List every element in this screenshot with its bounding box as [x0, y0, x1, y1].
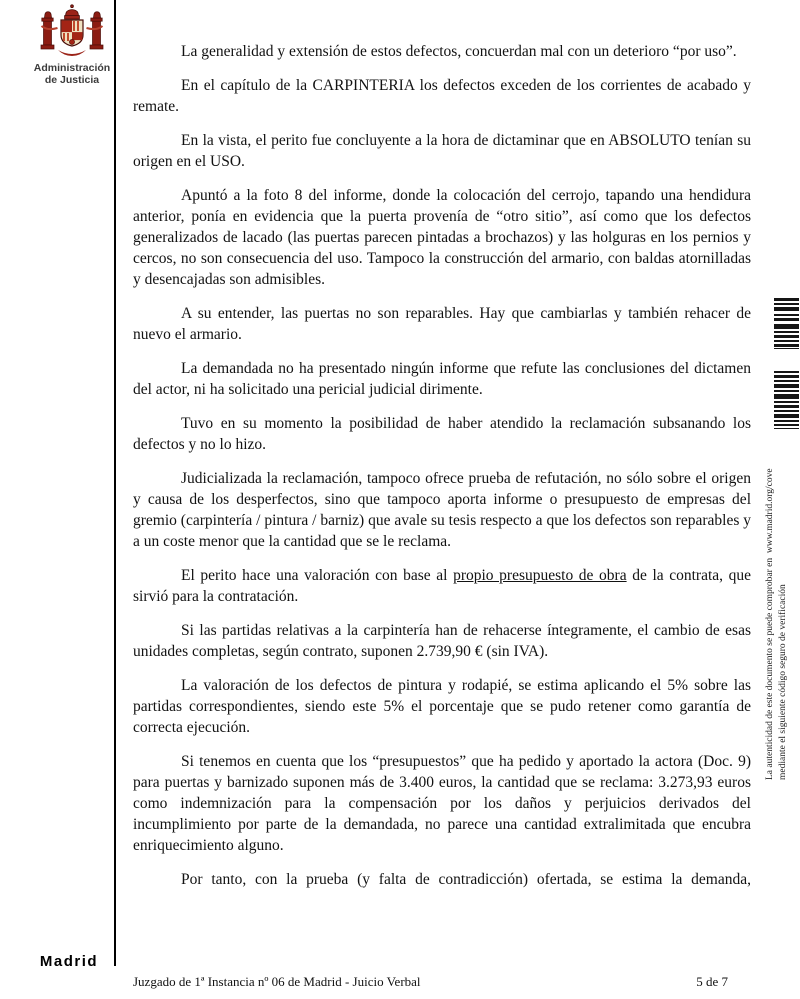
verification-line2: mediante el siguiente código seguro de verificación — [778, 584, 788, 780]
org-label-line1: Administración — [33, 62, 111, 74]
paragraph-11: La valoración de los defectos de pintura y rodapié, se estima aplicando el 5% sobre las partidas correspondientes, siendo este 5% el porcentaje que se pudo retener como garantía de correcta ejecución. — [133, 677, 751, 736]
paragraph-10: Si las partidas relativas a la carpintería han de rehacerse íntegramente, el cambio de esas unidades completas, según contrato, suponen 2.739,90 € (sin IVA). — [133, 622, 751, 660]
paragraph-2: En el capítulo de la CARPINTERIA los defectos exceden de los corrientes de acabado y remate. — [133, 77, 751, 115]
paragraph-9-post: de la contrata, que sirvió para la contratación. — [133, 567, 752, 605]
paragraph-6: La demandada no ha presentado ningún informe que refute las conclusiones del dictamen del actor, ni ha solicitado una pericial judicial dirimente. — [133, 360, 751, 398]
vertical-divider-line — [114, 0, 116, 966]
footer-page-number: 5 de 7 — [696, 974, 728, 989]
paragraph-12: Si tenemos en cuenta que los “presupuestos” que ha pedido y aportado la actora (Doc. 9) para puertas y barnizado suponen más de 3.400 euros, la cantidad que se reclama: 3.273,93 euros como indemnización para la compensación por los daños y perjuicios derivados del incumplimiento por parte de la demandada, no parece una cantidad extralimitada que encubra enriquecimiento alguno. — [133, 753, 751, 854]
document-body — [133, 41, 751, 903]
footer-court-name: Juzgado de 1ª Instancia nº 06 de Madrid - Juicio Verbal — [133, 974, 421, 989]
org-label-line2: de Justicia — [44, 74, 100, 86]
justice-administration-logo — [16, 4, 128, 86]
paragraph-7: Tuvo en su momento la posibilidad de haber atendido la reclamación subsanando los defectos y no lo hizo. — [133, 415, 751, 453]
verification-text — [764, 440, 790, 780]
page-footer — [133, 974, 750, 990]
paragraph-4: Apuntó a la foto 8 del informe, donde la colocación del cerrojo, tapando una hendidura anterior, ponía en evidencia que la puerta provenía de “otro sitio”, así como que los defectos generalizados de lacado (las puertas parecen pintadas a brochazos) y las holguras en los pernios y cercos, no son consecuencia del uso. Tampoco la construcción del armario, con baldas atornilladas y desencajadas son admisibles. — [133, 187, 751, 288]
paragraph-3: En la vista, el perito fue concluyente a la hora de dictaminar que en ABSOLUTO tenían su origen en el USO. — [133, 132, 751, 170]
barcode-top-icon — [774, 298, 799, 349]
verification-line1: La autenticidad de este documento se puede comprobar en www.madrid.org/cove — [765, 468, 775, 780]
flag-stars-row2: ★ ★ ★ — [48, 929, 90, 944]
paragraph-1: La generalidad y extensión de estos defectos, concuerdan mal con un deterioro “por uso”. — [181, 43, 737, 60]
coat-of-arms-icon — [36, 4, 108, 60]
madrid-label: Madrid — [39, 953, 99, 970]
flag-stars-row1: ★ ★ ★ ★ — [41, 917, 97, 932]
paragraph-8: Judicializada la reclamación, tampoco ofrece prueba de refutación, no sólo sobre el origen y causa de los desperfectos, sino que tampoco aporta informe o presupuesto de empresas del gremio (carpintería / pintura / barniz) que avale su tesis respecto a que los defectos son reparables y a un coste menor que la cantidad que se le reclama. — [133, 470, 751, 550]
barcode-bottom-icon — [774, 371, 799, 429]
paragraph-9-pre: El perito hace una valoración con base al — [181, 567, 454, 584]
madrid-flag-icon — [40, 911, 98, 950]
paragraph-9-underlined: propio presupuesto de obra — [453, 567, 627, 584]
paragraph-13: Por tanto, con la prueba (y falta de contradicción) ofertada, se estima la demanda, — [181, 871, 751, 888]
paragraph-9 — [133, 565, 751, 607]
paragraph-5: A su entender, las puertas no son reparables. Hay que cambiarlas y también rehacer de nuevo el armario. — [133, 305, 751, 343]
madrid-logo — [28, 911, 110, 970]
